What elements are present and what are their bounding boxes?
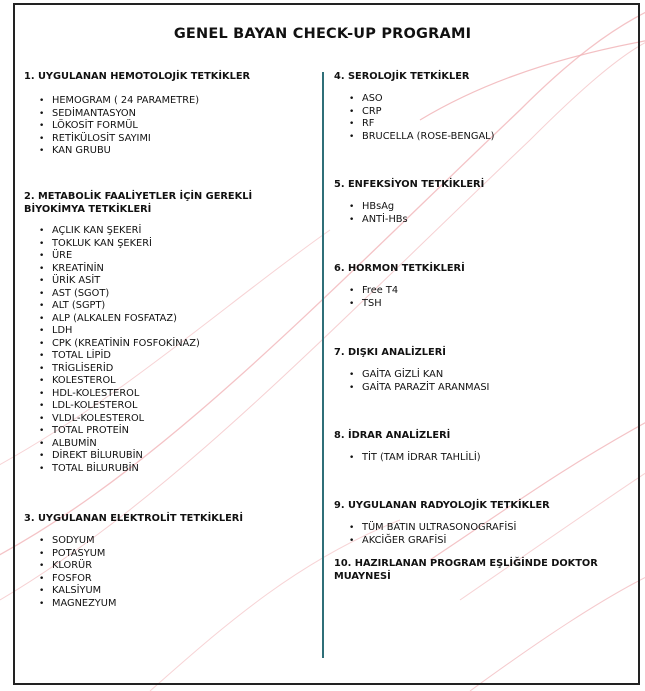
section-title: 6. HORMON TETKİKLERİ — [334, 263, 465, 274]
list-item: • MAGNEZYUM — [52, 598, 310, 611]
list-item: • CPK (KREATİNİN FOSFOKİNAZ) — [52, 338, 310, 351]
list-item: • AÇLIK KAN ŞEKERİ — [52, 225, 310, 238]
list-item: • LDL-KOLESTEROL — [52, 400, 310, 413]
section-hematology — [24, 70, 310, 158]
list-item: • KREATİNİN — [52, 263, 310, 276]
section-infection — [334, 178, 484, 226]
list-item: • TİT (TAM İDRAR TAHLİLİ) — [362, 452, 481, 465]
test-list — [24, 95, 310, 158]
section-title: 10. HAZIRLANAN PROGRAM EŞLİĞİNDE DOKTOR MUAYNESİ — [334, 558, 598, 582]
list-item: • DİREKT BİLURUBİN — [52, 450, 310, 463]
list-item: • ASO — [362, 93, 494, 106]
list-item: • RF — [362, 118, 494, 131]
section-electrolytes — [24, 512, 310, 610]
section-hormone — [334, 262, 465, 310]
list-item: • HEMOGRAM ( 24 PARAMETRE) — [52, 95, 310, 108]
section-radiology — [334, 499, 550, 547]
list-item: • ANTİ-HBs — [362, 214, 484, 227]
list-item: • Free T4 — [362, 285, 465, 298]
list-item: • HBsAg — [362, 201, 484, 214]
list-item: • KALSİYUM — [52, 585, 310, 598]
list-item: • AST (SGOT) — [52, 288, 310, 301]
list-item: • ALP (ALKALEN FOSFATAZ) — [52, 313, 310, 326]
list-item: • HDL-KOLESTEROL — [52, 388, 310, 401]
list-item: • TÜM BATIN ULTRASONOGRAFİSİ — [362, 522, 550, 535]
list-item: • RETİKÜLOSİT SAYIMI — [52, 133, 310, 146]
section-urine — [334, 429, 481, 465]
list-item: • SODYUM — [52, 535, 310, 548]
section-title: 7. DIŞKI ANALİZLERİ — [334, 347, 446, 358]
list-item: • GAİTA GİZLİ KAN — [362, 369, 489, 382]
list-item: • KOLESTEROL — [52, 375, 310, 388]
test-list — [24, 535, 310, 610]
section-biochemistry — [24, 190, 310, 475]
list-item: • VLDL-KOLESTEROL — [52, 413, 310, 426]
list-item: • KLORÜR — [52, 560, 310, 573]
list-item: • TOKLUK KAN ŞEKERİ — [52, 238, 310, 251]
list-item: • ÜRİK ASİT — [52, 275, 310, 288]
section-title: 8. İDRAR ANALİZLERİ — [334, 430, 451, 441]
list-item: • LDH — [52, 325, 310, 338]
test-list — [334, 452, 481, 465]
list-item: • FOSFOR — [52, 573, 310, 586]
test-list — [334, 369, 489, 394]
list-item: • ALBUMİN — [52, 438, 310, 451]
list-item: • ALT (SGPT) — [52, 300, 310, 313]
section-title: 5. ENFEKSİYON TETKİKLERİ — [334, 179, 485, 190]
list-item: • TSH — [362, 298, 465, 311]
list-item: • BRUCELLA (ROSE-BENGAL) — [362, 131, 494, 144]
test-list — [334, 201, 484, 226]
section-title: 2. METABOLİK FAALİYETLER İÇİN GEREKLİ BİYOKİMYA TETKİKLERİ — [24, 191, 253, 215]
section-title: 1. UYGULANAN HEMOTOLOJİK TETKİKLER — [24, 71, 251, 82]
list-item: • TRİGLİSERİD — [52, 363, 310, 376]
list-item: • GAİTA PARAZİT ARANMASI — [362, 382, 489, 395]
list-item: • POTASYUM — [52, 548, 310, 561]
page-title: GENEL BAYAN CHECK-UP PROGRAMI — [173, 26, 472, 42]
list-item: • TOTAL LİPİD — [52, 350, 310, 363]
test-list — [334, 522, 550, 547]
section-title: 4. SEROLOJİK TETKİKLER — [334, 71, 470, 82]
section-doctor-exam — [334, 557, 638, 583]
test-list — [334, 285, 465, 310]
section-stool — [334, 346, 489, 394]
list-item: • SEDİMANTASYON — [52, 108, 310, 121]
section-title: 9. UYGULANAN RADYOLOJİK TETKİKLER — [334, 500, 550, 511]
test-list — [24, 225, 310, 475]
section-serology — [334, 70, 494, 143]
column-divider — [322, 72, 324, 658]
list-item: • AKCİĞER GRAFİSİ — [362, 535, 550, 548]
list-item: • ÜRE — [52, 250, 310, 263]
list-item: • TOTAL BİLURUBİN — [52, 463, 310, 476]
section-title: 3. UYGULANAN ELEKTROLİT TETKİKLERİ — [24, 513, 243, 524]
list-item: • LÖKOSİT FORMÜL — [52, 120, 310, 133]
list-item: • TOTAL PROTEİN — [52, 425, 310, 438]
list-item: • KAN GRUBU — [52, 145, 310, 158]
list-item: • CRP — [362, 106, 494, 119]
test-list — [334, 93, 494, 143]
